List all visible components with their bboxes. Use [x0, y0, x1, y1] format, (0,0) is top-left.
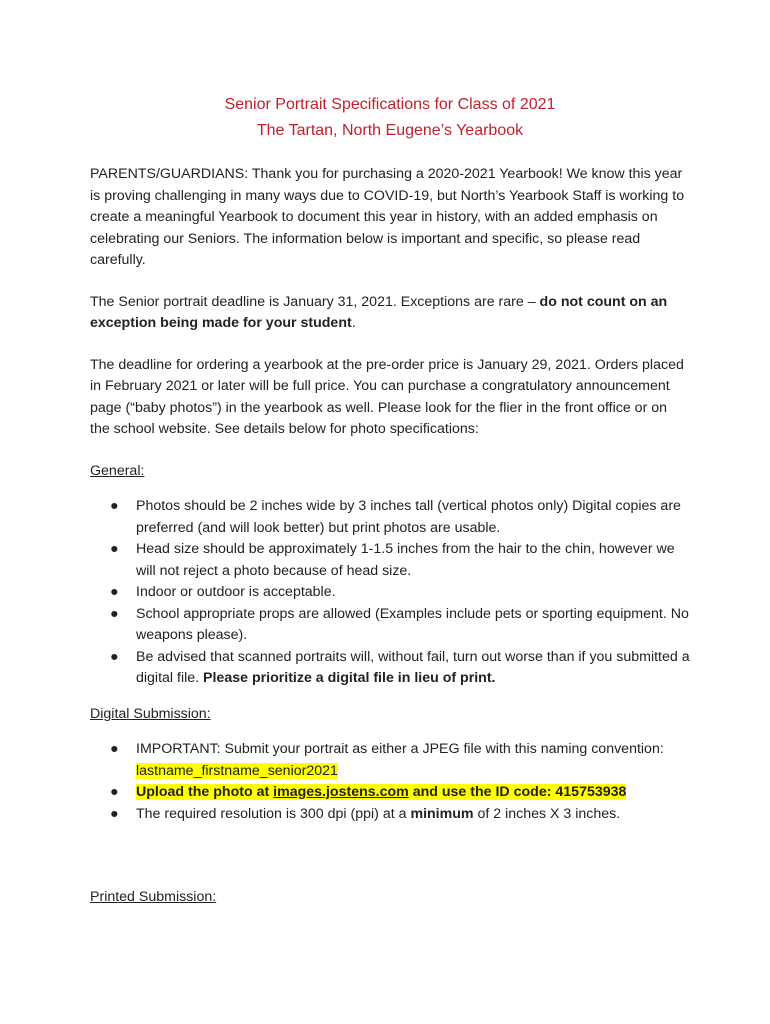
list-item-text: Be advised that scanned portraits will, without fail, turn out worse than if you submitted a digital file.: [136, 648, 690, 686]
bullet-icon: ●: [110, 541, 119, 557]
list-item-text: Head size should be approximately 1-1.5 inches from the hair to the chin, however we will not reject a photo because of head size.: [136, 541, 675, 579]
ordering-paragraph: The deadline for ordering a yearbook at the pre-order price is January 29, 2021. Orders placed in February 2021 or later will be full price. You can purchase a congratulatory announcement page (“baby photos”) in the yearbook as well. Please look for the flier in the front office or on the school website. See details below for photo specifications:: [90, 356, 684, 437]
bullet-icon: ●: [110, 498, 119, 514]
deadline-warning: do not count on an exception being made for your student: [90, 293, 668, 331]
general-list: [90, 496, 690, 690]
list-item: [110, 604, 690, 647]
list-item: [110, 539, 690, 582]
deadline-paragraph: [90, 292, 690, 335]
jostens-link[interactable]: images.jostens.com: [273, 784, 409, 800]
list-item-text: IMPORTANT: Submit your portrait as either a JPEG file with this naming convention:: [136, 741, 664, 757]
document-title: [90, 92, 690, 144]
spacer: [90, 839, 690, 887]
list-item-text: Photos should be 2 inches wide by 3 inches tall (vertical photos only) Digital copies are preferred (and will look better) but print photos are usable.: [136, 498, 681, 536]
list-item: [110, 647, 690, 690]
upload-text-pre: Upload the photo at: [136, 784, 274, 800]
resolution-text-pre: The required resolution is 300 dpi (ppi) at a: [136, 805, 411, 822]
general-heading: General:: [90, 462, 145, 479]
list-item: [110, 739, 690, 782]
bullet-icon: ●: [110, 784, 119, 800]
list-item-text: Indoor or outdoor is acceptable.: [136, 584, 336, 600]
list-item-text: School appropriate props are allowed (Examples include pets or sporting equipment. No weapons please).: [136, 605, 689, 643]
upload-text-post: and use the ID code: 415753938: [408, 784, 627, 800]
upload-instruction: [136, 784, 626, 800]
intro-paragraph: PARENTS/GUARDIANS: Thank you for purchasing a 2020-2021 Yearbook! We know this year is proving challenging in many ways due to COVID-19, but North’s Yearbook Staff is working to create a meaningful Yearbook to document this year in history, with an added emphasis on celebrating our Seniors. The information below is important and specific, so please read carefully.: [90, 166, 685, 268]
digital-list: [90, 739, 690, 825]
list-item: [110, 496, 690, 539]
resolution-text-post: of 2 inches X 3 inches.: [473, 805, 621, 822]
printed-heading: Printed Submission:: [90, 889, 217, 905]
naming-convention: lastname_firstname_senior2021: [136, 762, 338, 779]
bullet-icon: ●: [110, 741, 119, 757]
bullet-icon: ●: [110, 805, 119, 822]
title-line-2: The Tartan, North Eugene’s Yearbook: [256, 122, 524, 139]
digital-heading: Digital Submission:: [90, 705, 211, 722]
list-item-emphasis: Please prioritize a digital file in lieu of print.: [203, 670, 496, 686]
bullet-icon: ●: [110, 584, 119, 600]
bullet-icon: ●: [110, 648, 119, 665]
document-page: [90, 92, 690, 923]
title-line-1: Senior Portrait Specifications for Class of 2021: [224, 96, 556, 113]
list-item: [110, 582, 690, 604]
deadline-text: The Senior portrait deadline is January 31, 2021. Exceptions are rare –: [90, 293, 540, 310]
list-item: [110, 782, 690, 804]
resolution-emphasis: minimum: [410, 805, 474, 822]
bullet-icon: ●: [110, 605, 119, 622]
deadline-end: .: [351, 315, 356, 331]
list-item: [110, 804, 690, 826]
